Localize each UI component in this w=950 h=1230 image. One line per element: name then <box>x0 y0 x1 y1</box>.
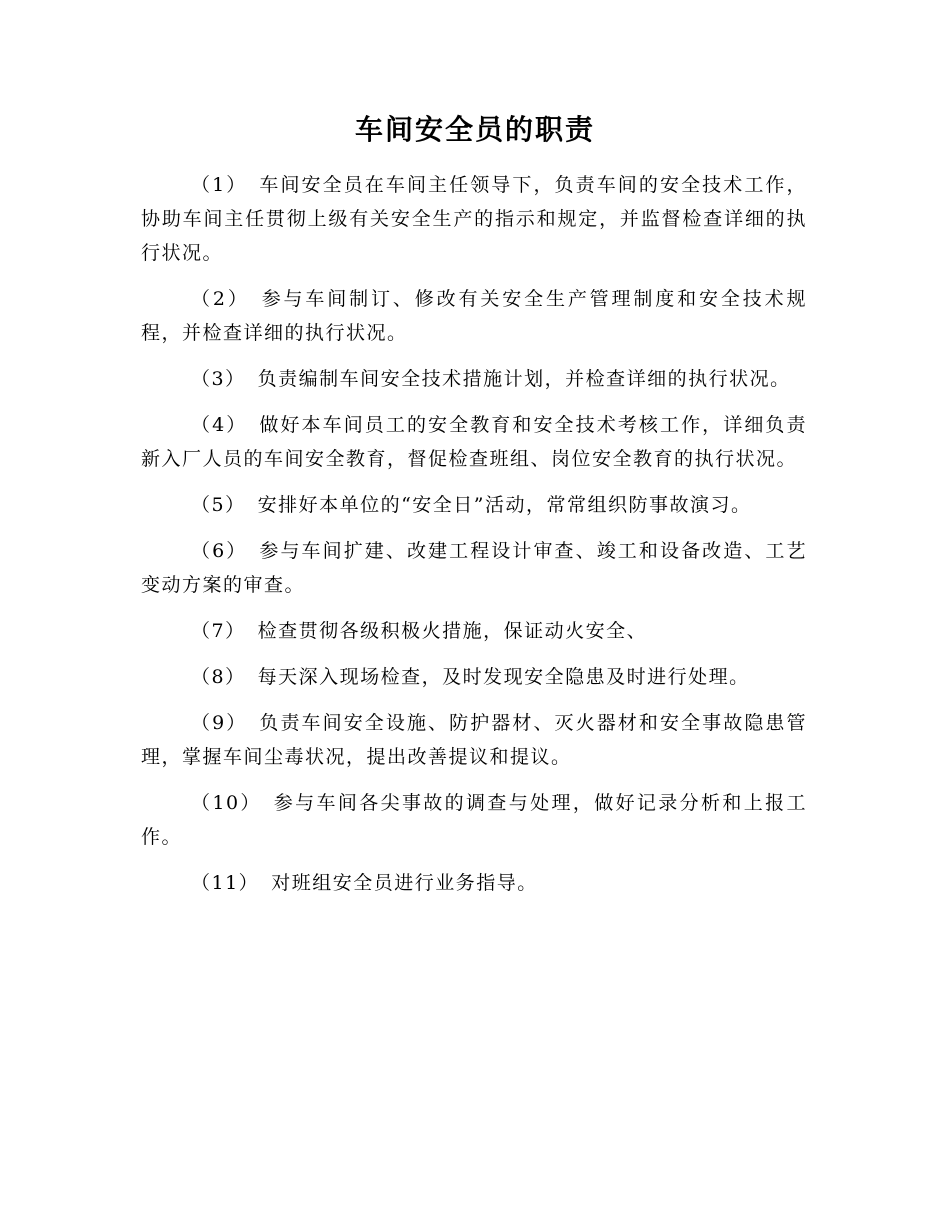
item-number: （1） <box>191 174 248 196</box>
item-text: 参与车间制订、修改有关安全生产管理制度和安全技术规程，并检查详细的执行状况。 <box>141 288 807 344</box>
duty-item-7 <box>141 614 807 648</box>
item-text: 负责编制车间安全技术措施计划，并检查详细的执行状况。 <box>257 368 791 390</box>
duty-item-5 <box>141 488 807 522</box>
item-text: 每天深入现场检查，及时发现安全隐患及时进行处理。 <box>257 666 750 688</box>
duty-item-4 <box>141 408 807 476</box>
item-text: 参与车间扩建、改建工程设计审查、竣工和设备改造、工艺变动方案的审查。 <box>141 540 807 596</box>
item-number: （11） <box>191 872 260 894</box>
page-title: 车间安全员的职责 <box>354 113 595 146</box>
duty-item-1 <box>141 168 807 270</box>
item-number: （10） <box>191 792 262 814</box>
item-number: （2） <box>191 288 250 310</box>
item-text: 对班组安全员进行业务指导。 <box>271 872 538 894</box>
item-text: 安排好本单位的“安全日”活动，常常组织防事故演习。 <box>257 494 752 516</box>
duty-item-6 <box>141 534 807 602</box>
item-number: （7） <box>191 620 246 642</box>
item-text: 做好本车间员工的安全教育和安全技术考核工作，详细负责新入厂人员的车间安全教育，督促检查班组、岗位安全教育的执行状况。 <box>141 414 807 470</box>
item-number: （6） <box>191 540 248 562</box>
document-body <box>141 168 807 912</box>
item-number: （5） <box>191 494 246 516</box>
item-text: 检查贯彻各级积极火措施，保证动火安全、 <box>257 620 648 642</box>
item-number: （9） <box>191 712 248 734</box>
item-number: （3） <box>191 368 246 390</box>
item-number: （8） <box>191 666 246 688</box>
duty-item-10 <box>141 786 807 854</box>
item-number: （4） <box>191 414 248 436</box>
item-text: 参与车间各尖事故的调查与处理，做好记录分析和上报工作。 <box>141 792 807 848</box>
duty-item-11 <box>141 866 807 900</box>
item-text: 车间安全员在车间主任领导下，负责车间的安全技术工作，协助车间主任贯彻上级有关安全生产的指示和规定，并监督检查详细的执行状况。 <box>141 174 807 264</box>
duty-item-9 <box>141 706 807 774</box>
duty-item-3 <box>141 362 807 396</box>
duty-item-8 <box>141 660 807 694</box>
duty-item-2 <box>141 282 807 350</box>
item-text: 负责车间安全设施、防护器材、灭火器材和安全事故隐患管理，掌握车间尘毒状况，提出改善提议和提议。 <box>141 712 807 768</box>
